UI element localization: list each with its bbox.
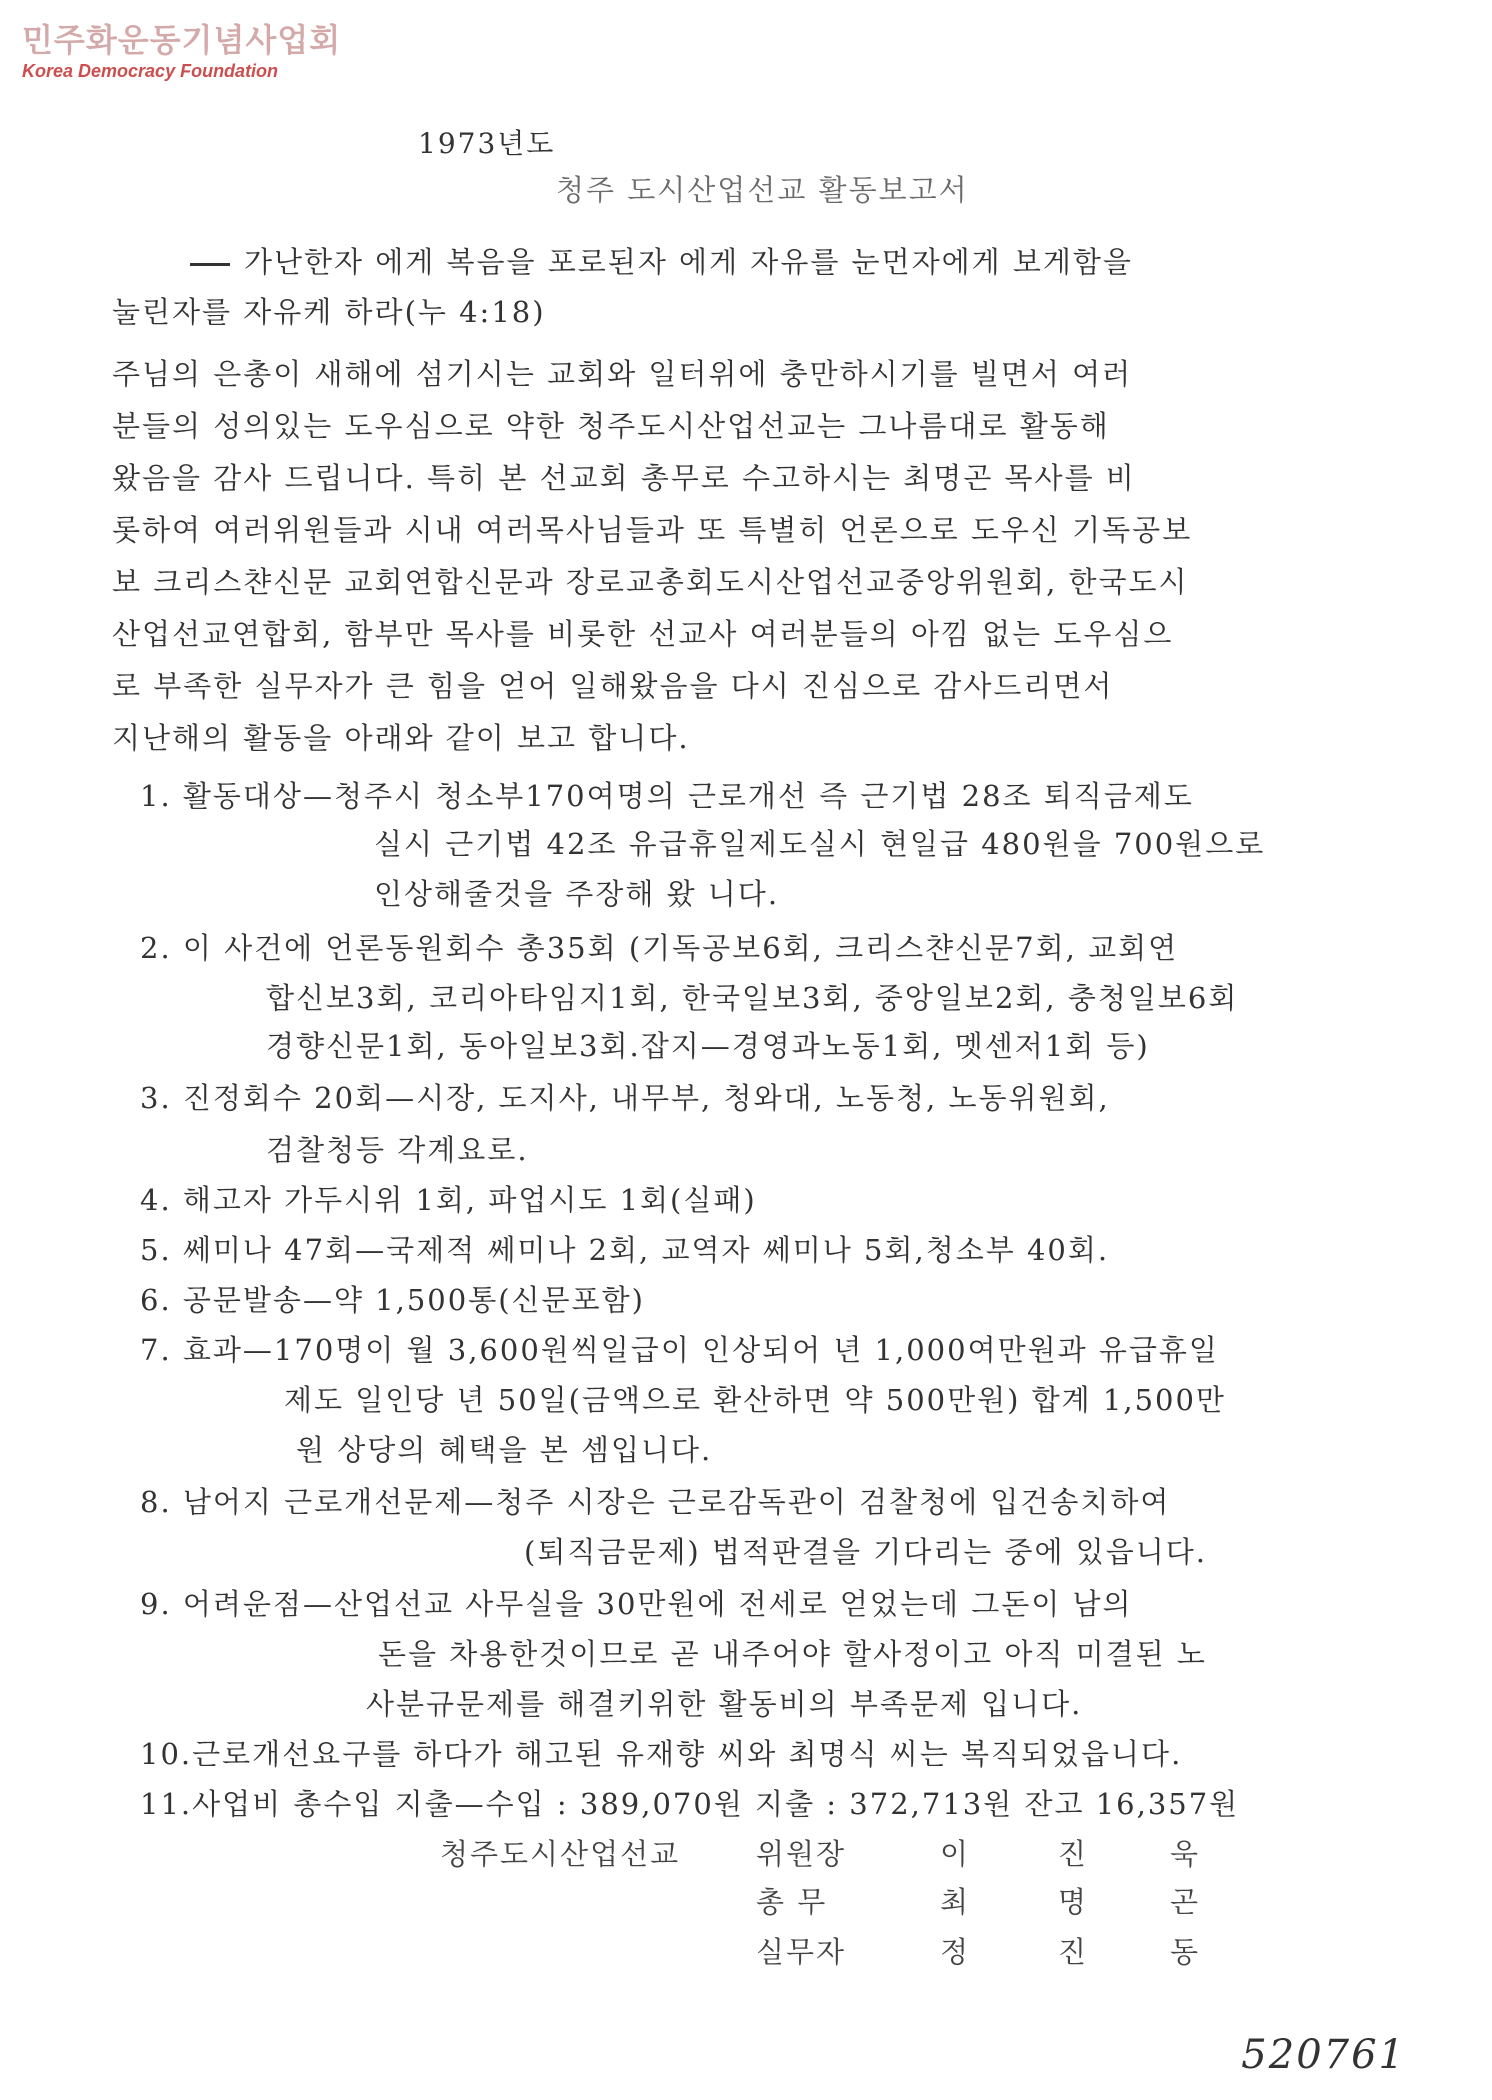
- intro-line: 분들의 성의있는 도우심으로 약한 청주도시산업선교는 그나름대로 활동해: [112, 409, 1110, 443]
- list-item-7-cont: 제도 일인당 년 50일(금액으로 환산하면 약 500만원) 합계 1,500만: [284, 1383, 1226, 1417]
- report-year: 1973년도: [418, 127, 556, 160]
- signature-role: 총 무: [756, 1885, 828, 1919]
- report-title: 청주 도시산업선교 활동보고서: [556, 173, 969, 207]
- list-item-4: 4. 해고자 가두시위 1회, 파업시도 1회(실패): [140, 1183, 757, 1217]
- signature-name-char: 진: [1058, 1935, 1089, 1969]
- list-item-10: 10.근로개선요구를 하다가 해고된 유재향 씨와 최명식 씨는 복직되었읍니다.: [140, 1737, 1183, 1771]
- intro-line: 롯하여 여러위원들과 시내 여러목사님들과 또 특별히 언론으로 도우신 기독공보: [112, 513, 1193, 547]
- signature-name-char: 정: [940, 1935, 971, 1969]
- list-item-1-cont: 실시 근기법 42조 유급휴일제도실시 현일급 480원을 700원으로: [374, 827, 1266, 861]
- signature-name-char: 동: [1170, 1935, 1201, 1969]
- intro-line: 보 크리스챤신문 교회연합신문과 장로교총회도시산업선교중앙위원회, 한국도시: [112, 565, 1189, 599]
- signature-role: 실무자: [756, 1935, 847, 1969]
- list-item-7: 7. 효과—170명이 월 3,600원씩일급이 인상되어 년 1,000여만원과 유급휴일: [140, 1333, 1219, 1367]
- list-item-8-cont: (퇴직금문제) 법적판결을 기다리는 중에 있읍니다.: [524, 1535, 1207, 1569]
- list-item-6: 6. 공문발송—약 1,500통(신문포함): [140, 1283, 645, 1317]
- list-item-9-cont: 사분규문제를 해결키위한 활동비의 부족문제 입니다.: [366, 1687, 1083, 1721]
- intro-line: 산업선교연합회, 함부만 목사를 비롯한 선교사 여러분들의 아낌 없는 도우심으: [112, 617, 1174, 651]
- signature-name-char: 최: [940, 1885, 971, 1919]
- signature-name-char: 욱: [1170, 1837, 1201, 1871]
- list-item-3: 3. 진정회수 20회—시장, 도지사, 내무부, 청와대, 노동청, 노동위원회,: [140, 1081, 1110, 1115]
- signature-name-char: 진: [1058, 1837, 1089, 1871]
- list-item-2: 2. 이 사건에 언론동원회수 총35회 (기독공보6회, 크리스챤신문7회, 교회연: [140, 931, 1179, 965]
- signature-name-char: 곤: [1170, 1885, 1201, 1919]
- epigraph-line-2: 눌린자를 자유케 하라(누 4:18): [112, 295, 546, 329]
- epigraph-line-1: 가난한자 에게 복음을 포로된자 에게 자유를 눈먼자에게 보게함을: [190, 244, 1133, 280]
- signature-role: 위원장: [756, 1837, 847, 1871]
- list-item-7-cont: 원 상당의 혜택을 본 셈입니다.: [296, 1433, 713, 1467]
- archive-number: 520761: [1241, 2032, 1406, 2078]
- signature-name-char: 명: [1058, 1885, 1089, 1919]
- list-item-2-cont: 합신보3회, 코리아타임지1회, 한국일보3회, 중앙일보2회, 충청일보6회: [266, 981, 1239, 1015]
- list-item-3-cont: 검찰청등 각계요로.: [266, 1133, 529, 1167]
- intro-line: 주님의 은총이 새해에 섬기시는 교회와 일터위에 충만하시기를 빌면서 여러: [112, 357, 1133, 391]
- list-item-9: 9. 어려운점—산업선교 사무실을 30만원에 전세로 얻었는데 그돈이 남의: [140, 1587, 1133, 1621]
- logo-korean-text: 민주화운동기념사업회: [22, 21, 342, 59]
- logo-english-text: Korea Democracy Foundation: [22, 61, 279, 81]
- intro-line: 로 부족한 실무자가 큰 힘을 얻어 일해왔음을 다시 진심으로 감사드리면서: [112, 669, 1114, 703]
- list-item-9-cont: 돈을 차용한것이므로 곧 내주어야 할사정이고 아직 미결된 노: [378, 1637, 1207, 1671]
- intro-line: 지난해의 활동을 아래와 같이 보고 합니다.: [112, 721, 690, 755]
- list-item-1-cont: 인상해줄것을 주장해 왔 니다.: [374, 877, 780, 911]
- intro-line: 왔음을 감사 드립니다. 특히 본 선교회 총무로 수고하시는 최명곤 목사를 비: [112, 461, 1136, 495]
- list-item-5: 5. 쎄미나 47회—국제적 쎄미나 2회, 교역자 쎄미나 5회,청소부 40회.: [140, 1233, 1110, 1267]
- list-item-8: 8. 남어지 근로개선문제—청주 시장은 근로감독관이 검찰청에 입건송치하여: [140, 1485, 1171, 1519]
- list-item-2-cont: 경향신문1회, 동아일보3회.잡지—경영과노동1회, 멧센저1회 등): [266, 1029, 1150, 1063]
- foundation-logo: [22, 20, 341, 82]
- epigraph-dash: [190, 263, 230, 266]
- signature-org: 청주도시산업선교: [440, 1837, 681, 1871]
- list-item-1: 1. 활동대상—청주시 청소부170여명의 근로개선 즉 근기법 28조 퇴직금제도: [140, 779, 1194, 813]
- signature-name-char: 이: [940, 1837, 971, 1871]
- list-item-11: 11.사업비 총수입 지출—수입 : 389,070원 지출 : 372,713원 잔고 16,357원: [140, 1787, 1240, 1821]
